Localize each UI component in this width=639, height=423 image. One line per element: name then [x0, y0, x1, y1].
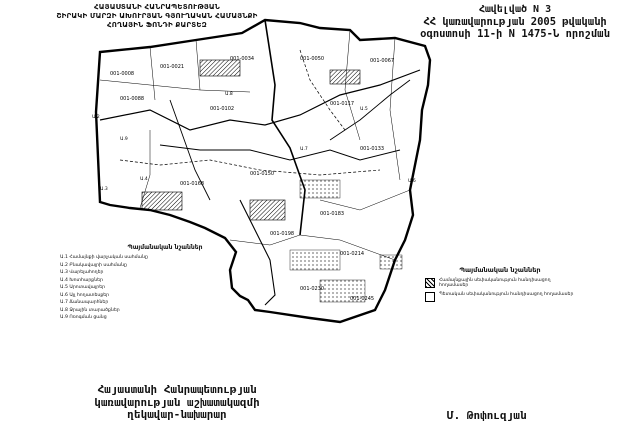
parcel-code-label: 001-0133 [360, 146, 385, 152]
legend-item: Ա.4 Խոտհարքներ [60, 277, 103, 283]
legend-right-item: Համայնքային սեփականություն հանդիսացող հողամասեր [439, 277, 551, 288]
signatory-line-3: ղեկավար-նախարար [127, 408, 227, 421]
map-zone-label: Ա.7 [300, 147, 308, 152]
legend-item: Ա.3 Վարելահողեր [60, 270, 104, 275]
parcel-code-label: 001-0214 [340, 251, 365, 257]
parcel-code-label: 001-0088 [120, 96, 145, 102]
parcel-code-label: 001-0050 [300, 56, 325, 62]
parcel-code-label: 001-0168 [180, 181, 205, 187]
legend-item: Ա.5 Արոտավայրեր [60, 285, 106, 290]
map-title-line-3: ՀՈՂԱՅԻՆ ՖՈՆԴԻ ՔԱՐՏԵԶ [107, 21, 207, 29]
map-title-line-2: ՇԻՐԱԿԻ ՄԱՐԶԻ ԱԽՈՒՐՅԱՆ ԳՅՈՒՂԱԿԱՆ ՀԱՄԱՅՆՔԻ [56, 12, 258, 20]
map-zone-label: Ա.5 [360, 107, 368, 112]
map-zone-label: Ա.2 [92, 115, 100, 120]
map-zone-label: Ա.4 [140, 177, 148, 182]
parcel-code-label: 001-0230 [300, 286, 325, 292]
legend-right-item: Պետական սեփականություն հանդիսացող հողամասեր [439, 291, 574, 297]
appendix-decision-line-1: ՀՀ կառավարության 2005 թվականի [423, 16, 607, 28]
legend-item: Ա.6 Այլ հողատեսքեր [60, 292, 110, 298]
signatory-line-1: Հայաստանի Հանրապետության [97, 383, 257, 396]
parcel-code-label: 001-0021 [160, 64, 185, 70]
signatory-title [72, 384, 282, 422]
parcel-code-label: 001-0102 [210, 106, 235, 112]
map-zone-label: Ա.6 [408, 179, 416, 184]
map-zone-label: Ա.3 [100, 187, 108, 192]
map-zone-label: Ա.9 [120, 137, 128, 142]
parcel-code-label: 001-0183 [320, 211, 345, 217]
legend-row-community [425, 278, 575, 289]
hatched-swatch-icon [425, 278, 435, 288]
signatory-line-2: կառավարության աշխատակազմի [94, 395, 260, 409]
parcel-code-label: 001-0245 [350, 296, 375, 302]
parcel-code-label: 001-0034 [230, 56, 255, 62]
blank-swatch-icon [425, 292, 435, 302]
parcel-code-label: 001-0008 [110, 71, 135, 77]
legend-item: Ա.7 Ճանապարհներ [60, 300, 109, 305]
parcel-code-label: 001-0117 [330, 101, 355, 107]
legend-item: Ա.9 Ոռոգման ցանց [60, 315, 107, 320]
legend-right-title: Պայմանական նշաններ [459, 266, 541, 274]
map-zone-label: Ա.8 [225, 92, 233, 97]
legend-right [425, 268, 575, 305]
legend-row-state [425, 292, 575, 302]
appendix-number: Հավելված N 3 [478, 4, 552, 15]
legend-item: Ա.1 Համայնքի վարչական սահմանը [60, 255, 148, 260]
legend-item: Ա.8 Ջրային տարածքներ [60, 307, 120, 313]
legend-item: Ա.2 Բնակավայրի սահմանը [60, 262, 127, 268]
parcel-code-label: 001-0198 [270, 231, 295, 237]
signatory-name: Մ. Թոփուզյան [447, 409, 527, 422]
parcel-code-label: 001-0067 [370, 58, 395, 64]
legend-left [60, 245, 270, 323]
parcel-code-label: 001-0150 [250, 171, 275, 177]
map-title-line-1: ՀԱՅԱՍՏԱՆԻ ՀԱՆՐԱՊԵՏՈՒԹՅԱՆ [94, 3, 220, 11]
appendix-decision-line-2: օգոստոսի 11-ի N 1475-Ն որոշման [420, 28, 610, 40]
legend-left-title: Պայմանական նշաններ [127, 244, 203, 251]
